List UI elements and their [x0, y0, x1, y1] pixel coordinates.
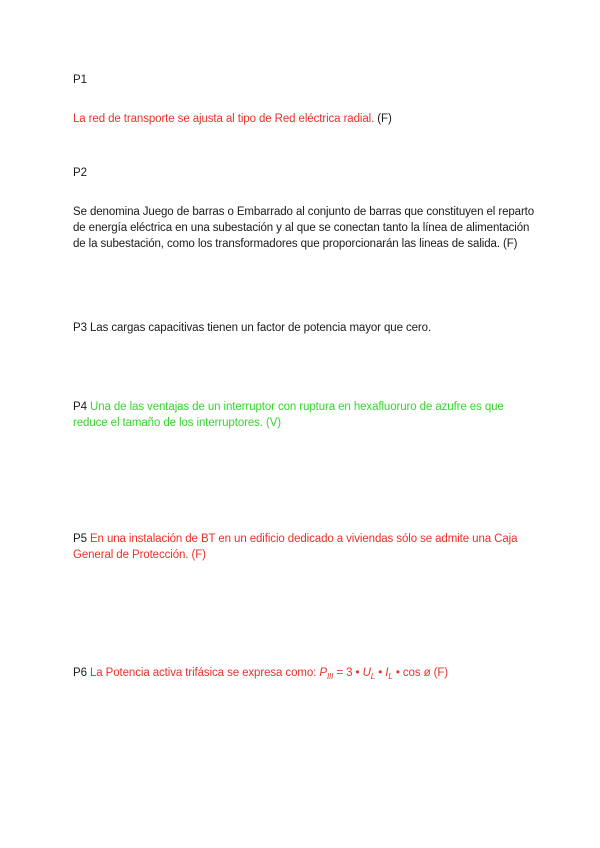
question-label-p4: P4: [73, 401, 87, 413]
formula-u: U: [362, 667, 371, 679]
statement-p1: La red de transporte se ajusta al tipo de Red eléctrica radial.: [73, 113, 375, 125]
question-p4: [73, 399, 533, 431]
formula-i: I: [385, 667, 389, 679]
question-label-p6: P6: [73, 667, 87, 679]
statement-p2: Se denomina Juego de barras o Embarrado al conjunto de barras que constituyen el reparto de energía eléctrica en una subestación y al que se conectan tanto la línea de alimentación de la subestación, como los transformadores que proporcionarán las lineas de salida. (F): [73, 206, 535, 250]
question-p6: [73, 665, 533, 685]
statement-p3: Las cargas capacitivas tienen un factor de potencia mayor que cero.: [89, 322, 432, 334]
statement-p5: En una instalación de BT en un edificio dedicado a viviendas sólo se admite una Caja General de Protección. (F): [73, 533, 518, 561]
question-label-p3: P3: [73, 322, 87, 334]
question-p5: [73, 531, 535, 563]
formula-p-sub: III: [326, 672, 334, 681]
question-label-p2: P2: [73, 167, 87, 179]
formula-u-sub: L: [370, 672, 376, 681]
formula-rest: • cos ø: [395, 667, 431, 679]
question-p3: [73, 320, 533, 336]
question-label-p1: P1: [73, 74, 87, 86]
statement-p4: Una de las ventajas de un interruptor con ruptura en hexafluoruro de azufre es que reduce el tamaño de los interruptores. (V): [73, 401, 504, 429]
formula-p: P: [319, 667, 327, 679]
answer-p6: (F): [433, 667, 449, 679]
formula-i-sub: L: [388, 672, 393, 681]
formula-p6: [319, 667, 448, 679]
question-label-p5: P5: [73, 533, 87, 545]
question-p1: [73, 111, 533, 127]
statement-p6: La Potencia activa trifásica se expresa como:: [89, 667, 317, 679]
formula-equals: = 3 •: [336, 667, 360, 679]
answer-p1: (F): [377, 113, 392, 125]
formula-dot: •: [378, 667, 383, 679]
